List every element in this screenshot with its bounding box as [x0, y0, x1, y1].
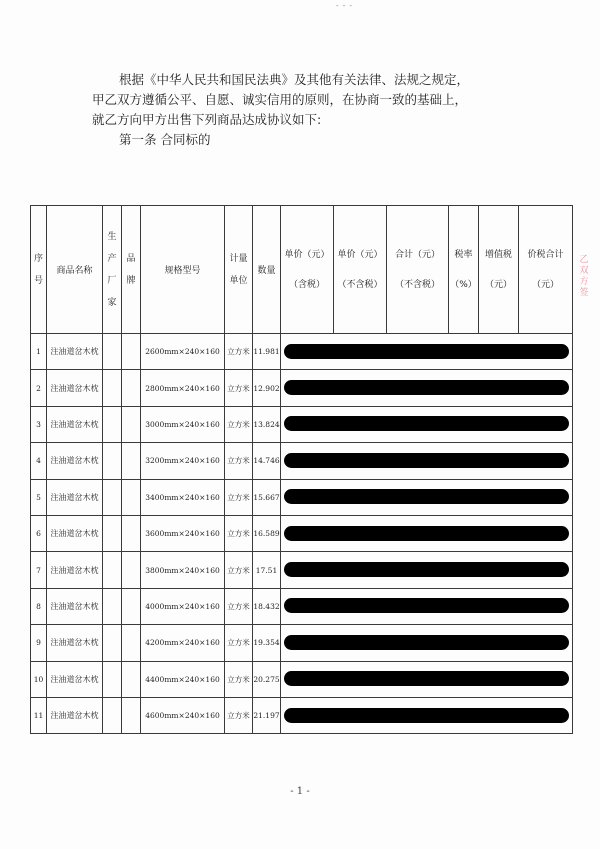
cell-unit: 立方米 — [225, 661, 253, 697]
redacted-price-cells — [281, 552, 573, 588]
cell-product-name: 注油道岔木枕 — [47, 697, 103, 733]
cell-spec: 2600mm×240×160 — [141, 334, 225, 370]
redacted-price-cells — [281, 443, 573, 479]
cell-brand — [122, 588, 141, 624]
cell-unit: 立方米 — [225, 515, 253, 551]
redaction-bar — [284, 671, 569, 686]
header-quantity: 数量 — [253, 206, 281, 334]
cell-product-name: 注油道岔木枕 — [47, 661, 103, 697]
cell-manufacturer — [103, 443, 122, 479]
cell-brand — [122, 625, 141, 661]
table-row — [31, 370, 573, 406]
redaction-bar — [284, 708, 569, 723]
page-number: - 1 - — [290, 786, 310, 797]
cell-quantity: 19.354 — [253, 625, 281, 661]
cell-manufacturer — [103, 552, 122, 588]
header-unit-price-incl: 单价（元） （含税） — [281, 206, 334, 334]
cell-quantity: 18.432 — [253, 588, 281, 624]
header-tax-rate: 税率 （%） — [449, 206, 479, 334]
goods-table — [30, 205, 573, 734]
header-unit: 计量 单位 — [225, 206, 253, 334]
cell-brand — [122, 697, 141, 733]
cell-unit: 立方米 — [225, 334, 253, 370]
redaction-bar — [284, 344, 569, 359]
cell-seq: 7 — [31, 552, 47, 588]
cell-manufacturer — [103, 515, 122, 551]
cell-seq: 10 — [31, 661, 47, 697]
cell-quantity: 11.981 — [253, 334, 281, 370]
cell-spec: 2800mm×240×160 — [141, 370, 225, 406]
cell-seq: 6 — [31, 515, 47, 551]
cell-unit: 立方米 — [225, 443, 253, 479]
cell-product-name: 注油道岔木枕 — [47, 625, 103, 661]
intro-line-1: 根据《中华人民共和国民法典》及其他有关法律、法规之规定， — [119, 72, 470, 87]
cell-brand — [122, 334, 141, 370]
cell-seq: 2 — [31, 370, 47, 406]
redaction-bar — [284, 635, 569, 650]
cell-spec: 3000mm×240×160 — [141, 406, 225, 442]
cell-unit: 立方米 — [225, 552, 253, 588]
article-heading: 第一条 合同标的 — [119, 132, 211, 147]
cell-brand — [122, 443, 141, 479]
redaction-bar — [284, 562, 569, 577]
cell-spec: 4200mm×240×160 — [141, 625, 225, 661]
header-unit-price-excl: 单价（元） （不含税） — [334, 206, 387, 334]
cell-spec: 3200mm×240×160 — [141, 443, 225, 479]
cell-seq: 1 — [31, 334, 47, 370]
redacted-price-cells — [281, 515, 573, 551]
cell-unit: 立方米 — [225, 625, 253, 661]
table-header-row — [31, 206, 573, 334]
redaction-bar — [284, 526, 569, 541]
table-row — [31, 661, 573, 697]
cell-manufacturer — [103, 697, 122, 733]
cell-manufacturer — [103, 588, 122, 624]
cell-seq: 8 — [31, 588, 47, 624]
cell-quantity: 12.902 — [253, 370, 281, 406]
redacted-price-cells — [281, 406, 573, 442]
table-row — [31, 552, 573, 588]
redacted-price-cells — [281, 625, 573, 661]
cell-manufacturer — [103, 406, 122, 442]
cell-seq: 9 — [31, 625, 47, 661]
cell-unit: 立方米 — [225, 479, 253, 515]
redaction-bar — [284, 453, 569, 468]
cell-spec: 4600mm×240×160 — [141, 697, 225, 733]
cell-quantity: 21.197 — [253, 697, 281, 733]
cell-spec: 4400mm×240×160 — [141, 661, 225, 697]
redaction-bar — [284, 489, 569, 504]
header-brand: 品 牌 — [122, 206, 141, 334]
cell-manufacturer — [103, 479, 122, 515]
cell-quantity: 15.667 — [253, 479, 281, 515]
cell-product-name: 注油道岔木枕 — [47, 479, 103, 515]
intro-paragraph — [92, 70, 562, 150]
cell-product-name: 注油道岔木枕 — [47, 334, 103, 370]
cell-seq: 4 — [31, 443, 47, 479]
intro-line-2: 甲乙双方遵循公平、自愿、诚实信用的原则，在协商一致的基础上， — [92, 92, 468, 107]
redaction-bar — [284, 380, 569, 395]
cell-product-name: 注油道岔木枕 — [47, 370, 103, 406]
redacted-price-cells — [281, 697, 573, 733]
cell-brand — [122, 370, 141, 406]
cell-spec: 3600mm×240×160 — [141, 515, 225, 551]
table-row — [31, 697, 573, 733]
table-row — [31, 334, 573, 370]
cell-quantity: 20.275 — [253, 661, 281, 697]
cell-quantity: 14.746 — [253, 443, 281, 479]
redacted-price-cells — [281, 370, 573, 406]
header-product-name: 商品名称 — [47, 206, 103, 334]
cell-manufacturer — [103, 370, 122, 406]
table-row — [31, 479, 573, 515]
cell-unit: 立方米 — [225, 406, 253, 442]
header-mark: - - - — [336, 2, 354, 10]
cell-spec: 4000mm×240×160 — [141, 588, 225, 624]
cell-product-name: 注油道岔木枕 — [47, 515, 103, 551]
cell-unit: 立方米 — [225, 588, 253, 624]
cell-product-name: 注油道岔木枕 — [47, 406, 103, 442]
table-row — [31, 443, 573, 479]
table-row — [31, 588, 573, 624]
header-spec: 规格型号 — [141, 206, 225, 334]
cell-quantity: 17.51 — [253, 552, 281, 588]
header-total-incl: 价税合计 （元） — [519, 206, 573, 334]
cell-brand — [122, 661, 141, 697]
cell-brand — [122, 515, 141, 551]
header-vat: 增值税 （元） — [479, 206, 519, 334]
cell-quantity: 13.824 — [253, 406, 281, 442]
cell-seq: 11 — [31, 697, 47, 733]
intro-line-3: 就乙方向甲方出售下列商品达成协议如下: — [92, 112, 322, 127]
cell-unit: 立方米 — [225, 697, 253, 733]
redaction-bar — [284, 598, 569, 613]
cell-manufacturer — [103, 334, 122, 370]
header-manufacturer: 生 产 厂 家 — [103, 206, 122, 334]
cell-product-name: 注油道岔木枕 — [47, 588, 103, 624]
redacted-price-cells — [281, 588, 573, 624]
cell-seq: 5 — [31, 479, 47, 515]
cell-spec: 3800mm×240×160 — [141, 552, 225, 588]
cell-spec: 3400mm×240×160 — [141, 479, 225, 515]
header-total-excl: 合计（元） （不含税） — [387, 206, 449, 334]
cell-brand — [122, 406, 141, 442]
header-seq: 序 号 — [31, 206, 47, 334]
table-row — [31, 515, 573, 551]
redaction-bar — [284, 416, 569, 431]
cell-brand — [122, 552, 141, 588]
table-row — [31, 406, 573, 442]
redacted-price-cells — [281, 479, 573, 515]
redacted-price-cells — [281, 334, 573, 370]
cell-manufacturer — [103, 661, 122, 697]
cell-manufacturer — [103, 625, 122, 661]
cell-product-name: 注油道岔木枕 — [47, 443, 103, 479]
cell-product-name: 注油道岔木枕 — [47, 552, 103, 588]
table-body — [31, 334, 573, 734]
cell-seq: 3 — [31, 406, 47, 442]
redacted-price-cells — [281, 661, 573, 697]
seal-stamp: 乙双方签 — [579, 255, 589, 298]
cell-brand — [122, 479, 141, 515]
table-row — [31, 625, 573, 661]
cell-quantity: 16.589 — [253, 515, 281, 551]
cell-unit: 立方米 — [225, 370, 253, 406]
